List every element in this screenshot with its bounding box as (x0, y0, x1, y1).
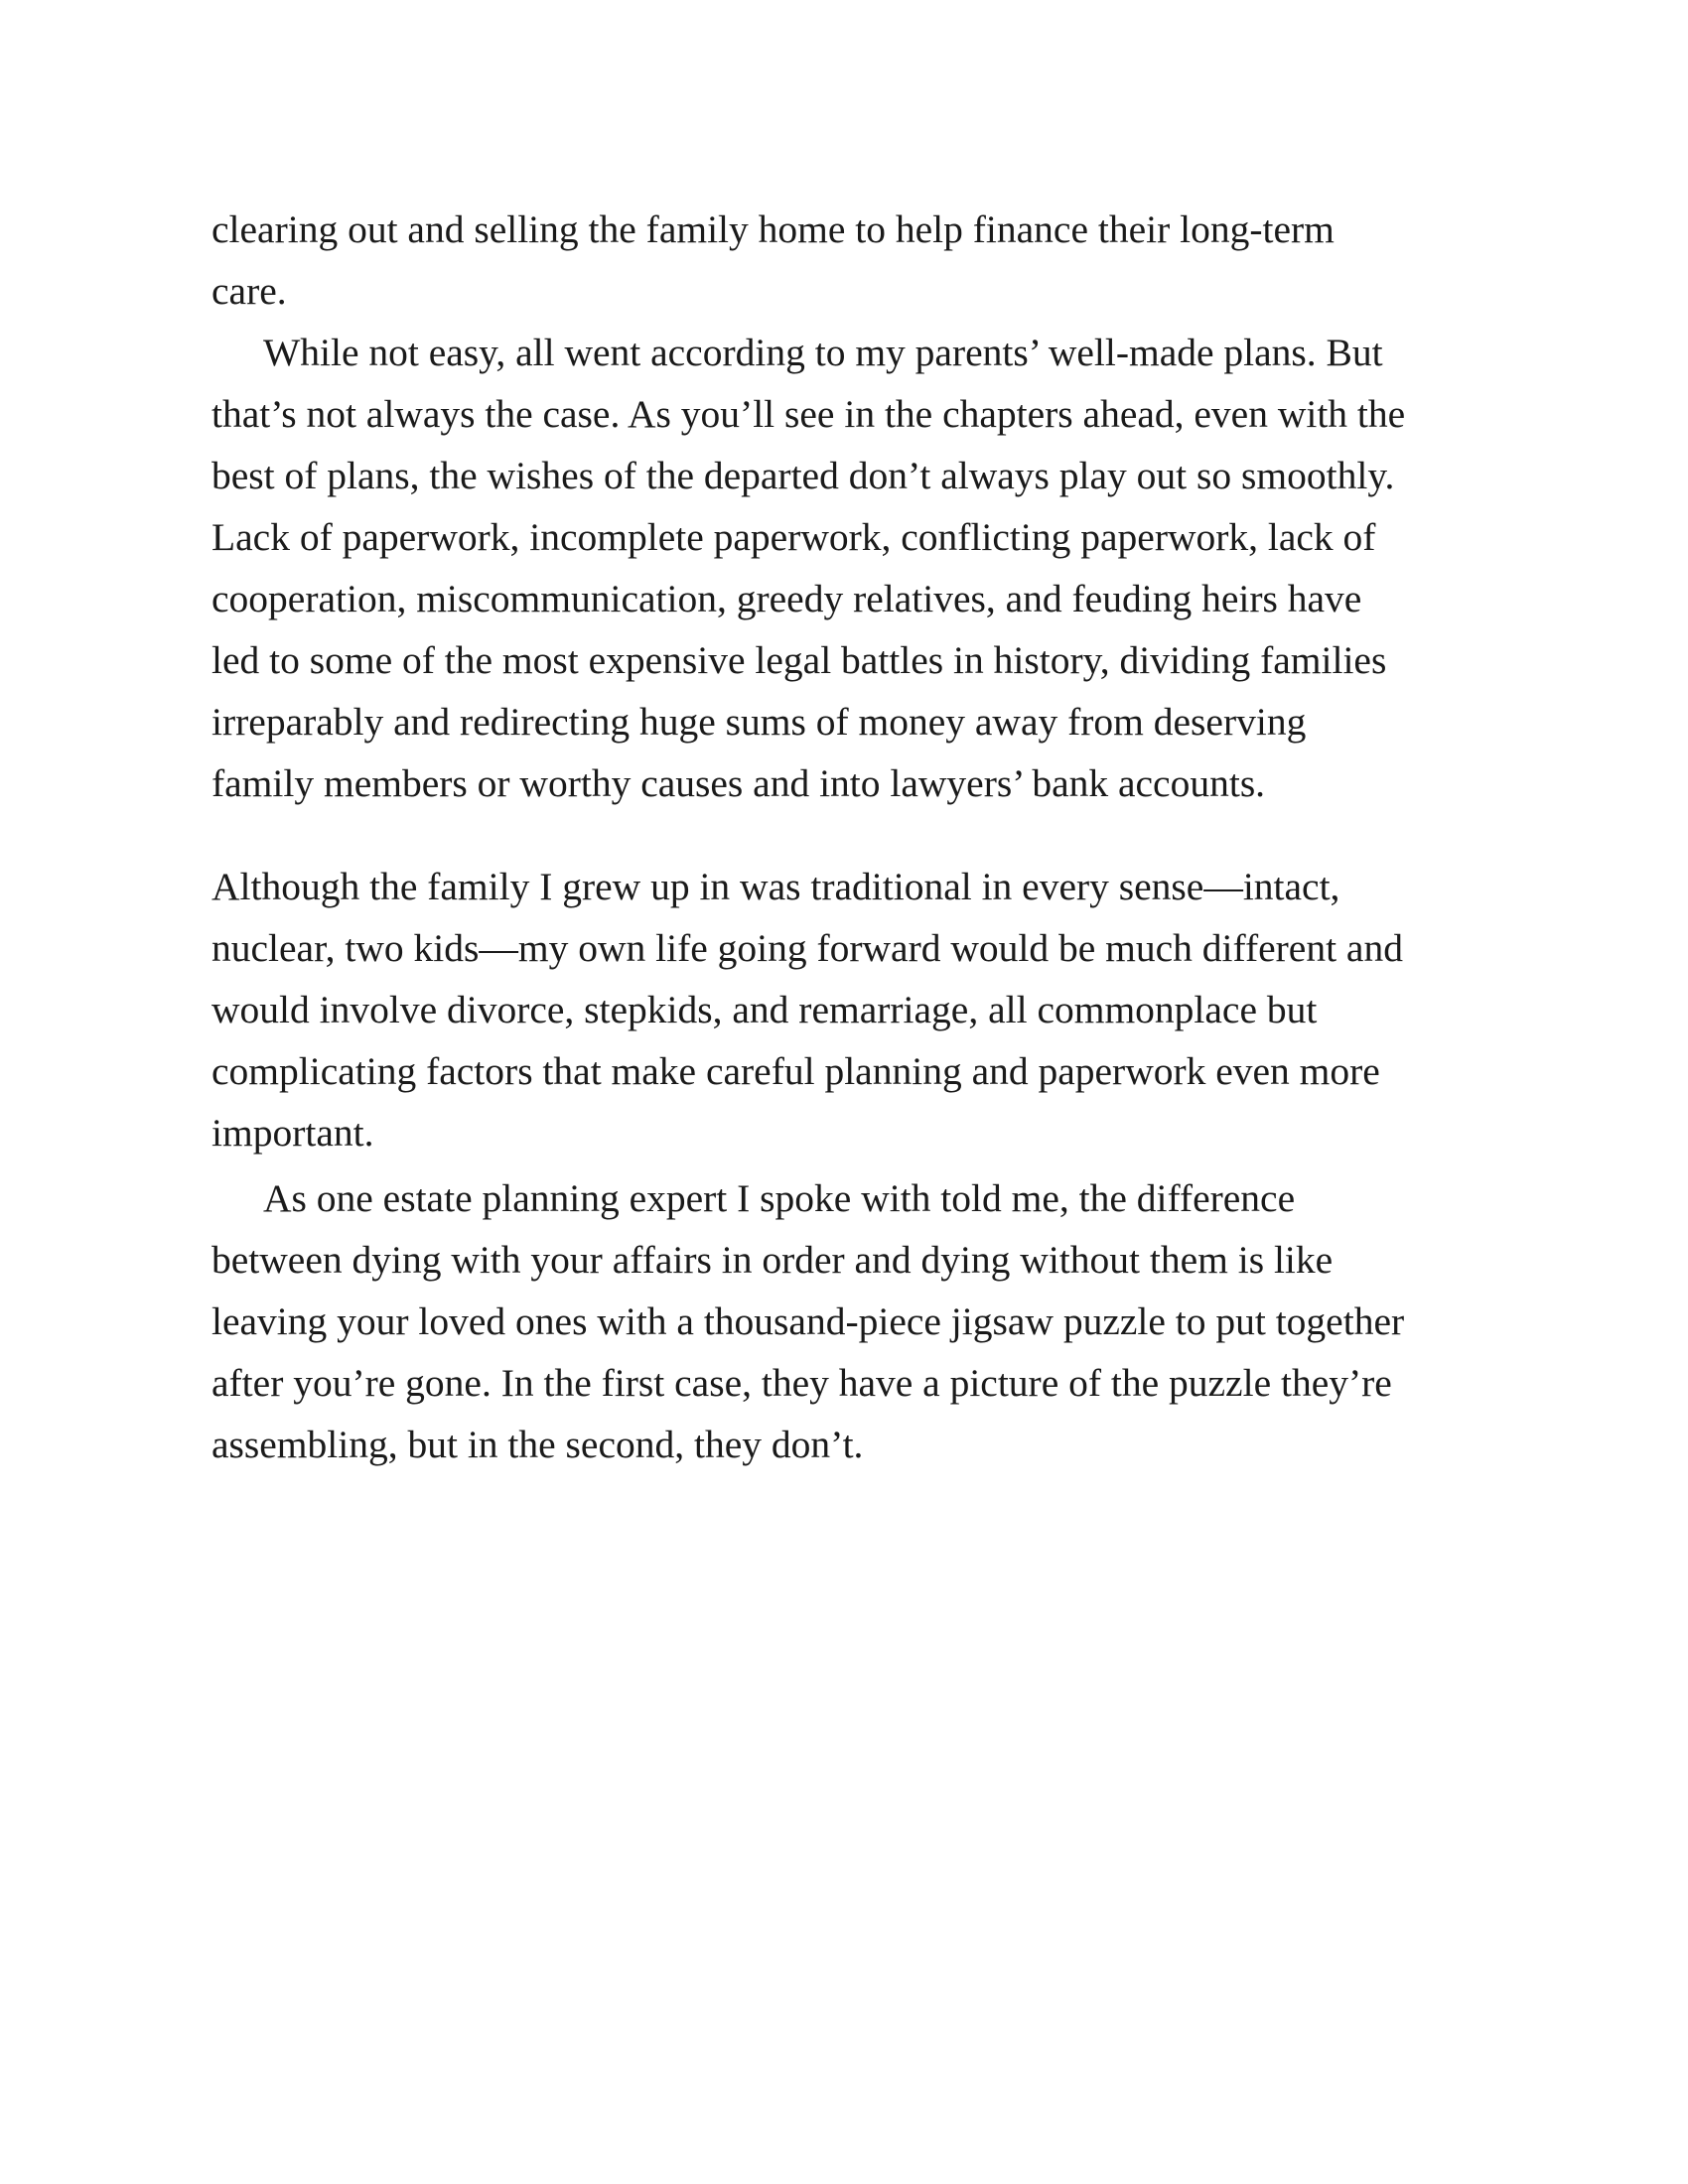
text-line: best of plans, the wishes of the departed don’t always play out so smoothly. (211, 454, 1395, 497)
text-line: irreparably and redirecting huge sums of money away from deserving (211, 700, 1307, 744)
paragraph-puzzle (211, 1167, 1492, 1475)
text-line: after you’re gone. In the first case, they have a picture of the puzzle they’re (211, 1361, 1392, 1405)
text-line: clearing out and selling the family home to help finance their long-term (211, 207, 1335, 251)
body-text (211, 199, 1492, 1475)
text-line: nuclear, two kids—my own life going forward would be much different and (211, 926, 1403, 970)
text-line: While not easy, all went according to my parents’ well-made plans. But (263, 331, 1383, 374)
paragraph-family (211, 856, 1492, 1163)
section-break (211, 814, 1492, 856)
text-line: care. (211, 269, 287, 313)
text-line: Although the family I grew up in was traditional in every sense—intact, (211, 865, 1340, 908)
text-line: would involve divorce, stepkids, and remarriage, all commonplace but (211, 988, 1318, 1031)
text-line: between dying with your affairs in order and dying without them is like (211, 1238, 1334, 1282)
paragraph-continued (211, 199, 1492, 322)
text-line: led to some of the most expensive legal battles in history, dividing families (211, 638, 1387, 682)
text-line: assembling, but in the second, they don’t. (211, 1423, 864, 1466)
paragraph-plans (211, 322, 1492, 814)
text-line: As one estate planning expert I spoke with told me, the difference (263, 1176, 1296, 1220)
text-line: cooperation, miscommunication, greedy relatives, and feuding heirs have (211, 577, 1362, 620)
text-line: family members or worthy causes and into lawyers’ bank accounts. (211, 761, 1266, 805)
text-line: important. (211, 1111, 374, 1155)
text-line: Lack of paperwork, incomplete paperwork, conflicting paperwork, lack of (211, 515, 1376, 559)
text-line: that’s not always the case. As you’ll see in the chapters ahead, even with the (211, 392, 1406, 436)
text-line: leaving your loved ones with a thousand-piece jigsaw puzzle to put together (211, 1299, 1405, 1343)
text-line: complicating factors that make careful planning and paperwork even more (211, 1049, 1380, 1093)
